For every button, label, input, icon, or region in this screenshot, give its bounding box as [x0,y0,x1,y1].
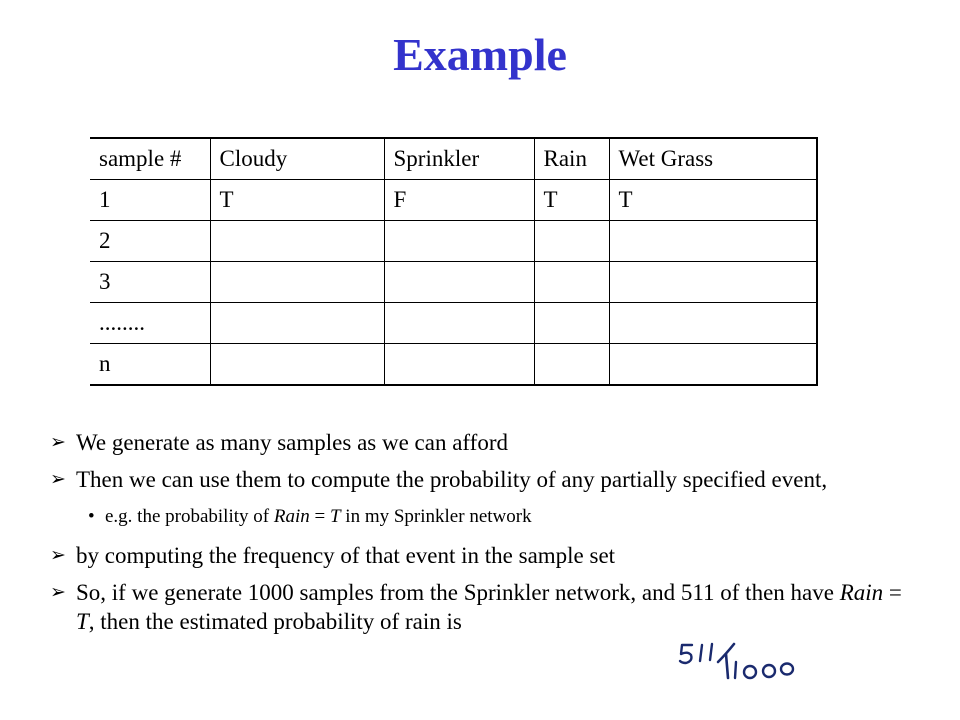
table-row [90,303,817,344]
handwritten-fraction [670,640,830,696]
table-cell [609,221,817,262]
table-cell: 3 [90,262,210,303]
table-row [90,180,817,221]
equals-sign: = [883,580,902,605]
bullet-text: by computing the frequency of that event in the sample set [76,543,616,568]
header-cell: sample # [90,138,210,180]
bullet-text: , then the estimated probability of rain is [88,609,462,634]
handwritten-slash-icon [718,644,734,678]
sub-bullet-text: in my Sprinkler network [340,506,532,527]
table-row [90,262,817,303]
table-row [90,344,817,386]
table-cell [384,262,534,303]
true-value: T [329,506,341,527]
handwritten-1000-icon [735,662,793,678]
table-cell [534,303,609,344]
table-header-row [90,138,817,180]
bullet-text: We generate as many samples as we can afford [76,430,508,455]
equals-sign: = [309,506,330,527]
bullet-item [50,465,920,494]
header-cell: Wet Grass [609,138,817,180]
sample-table [90,137,818,386]
rain-variable: Rain [273,506,310,527]
table-cell [384,344,534,386]
table-cell: T [534,180,609,221]
table-cell [609,303,817,344]
dot-bullet-icon: • [88,506,95,527]
table-cell [534,344,609,386]
table-cell: T [210,180,384,221]
bullet-text: Then we can use them to compute the probability of any partially specified event, [76,467,828,492]
slide-title: Example [393,29,567,80]
sub-bullet-item [50,502,920,531]
rain-variable: Rain [839,580,884,605]
bullet-text: So, if we generate 1000 samples from the Sprinkler network, and 511 of then have [76,580,840,605]
header-cell: Rain [534,138,609,180]
bullet-item [50,541,920,570]
table-cell [609,262,817,303]
table-cell: 2 [90,221,210,262]
header-cell: Sprinkler [384,138,534,180]
table-cell [384,303,534,344]
table-cell [384,221,534,262]
table-cell: 1 [90,180,210,221]
table-cell [210,344,384,386]
arrowhead-bullet-icon: ➢ [50,544,66,566]
table-cell [534,262,609,303]
table-cell: T [609,180,817,221]
table-row [90,221,817,262]
table-cell [210,221,384,262]
arrowhead-bullet-icon: ➢ [50,581,66,603]
table-cell: ........ [90,303,210,344]
table-cell [210,303,384,344]
table-cell: F [384,180,534,221]
arrowhead-bullet-icon: ➢ [50,431,66,453]
bullet-item [50,428,920,457]
table-cell [534,221,609,262]
table-cell [210,262,384,303]
table-cell: n [90,344,210,386]
arrowhead-bullet-icon: ➢ [50,468,66,490]
header-cell: Cloudy [210,138,384,180]
true-value: T [76,609,89,634]
handwritten-511-icon [680,644,712,663]
table-cell [609,344,817,386]
sub-bullet-text: e.g. the probability of [105,506,274,527]
bullet-item [50,578,920,636]
bullet-list [50,428,920,644]
